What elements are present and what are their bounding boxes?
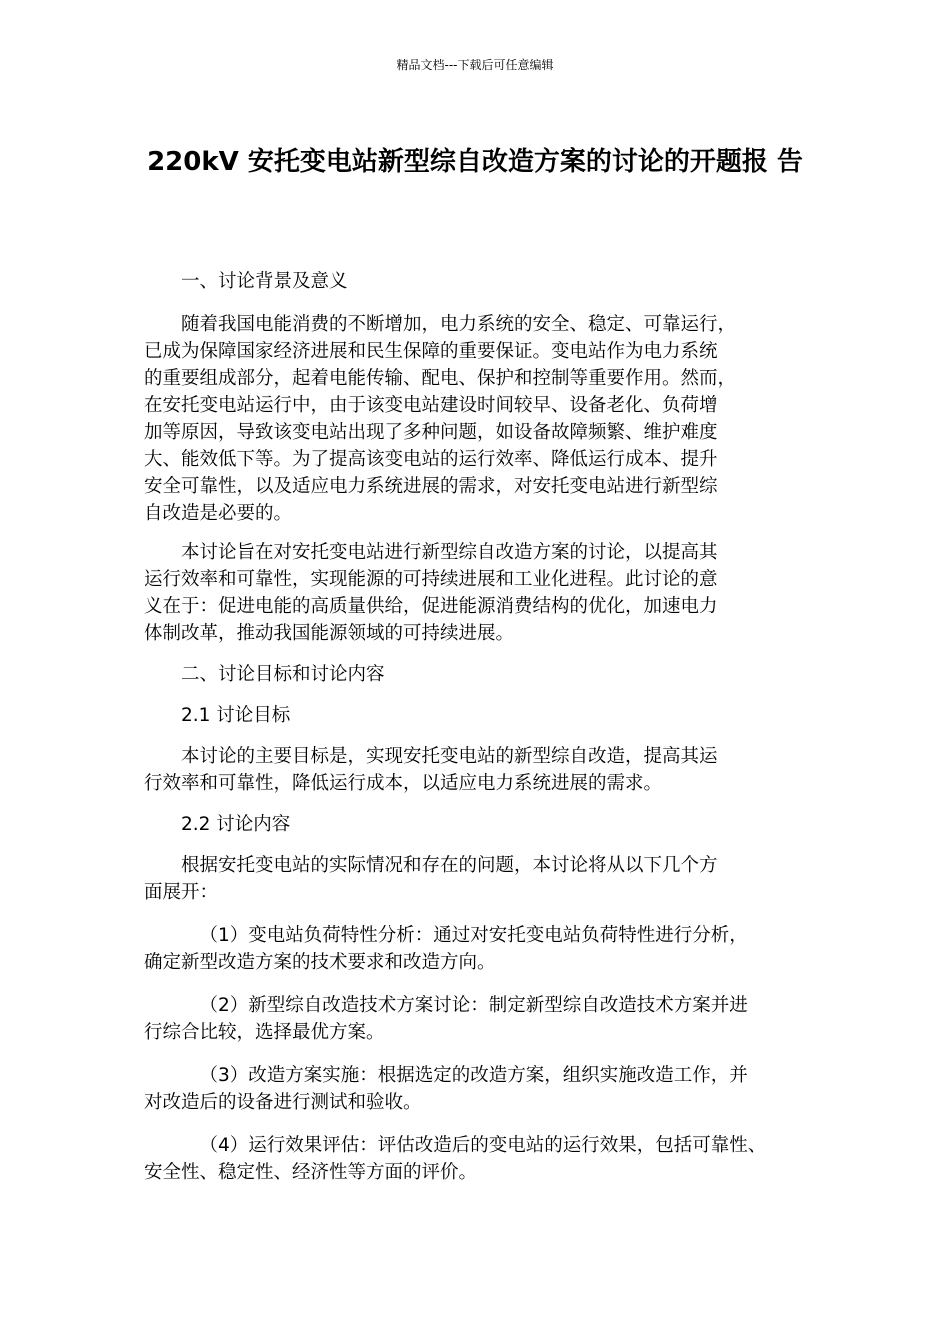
paragraph-line: 自改造是必要的。 [144, 503, 293, 524]
list-item-4 [144, 1132, 812, 1186]
paragraph-line: 本讨论的主要目标是，实现安托变电站的新型综自改造，提高其运 [181, 746, 718, 767]
paragraph-line: 已成为保障国家经济进展和民生保障的重要保证。变电站作为电力系统 [144, 341, 718, 362]
list-item-1 [144, 922, 812, 976]
paragraph-line: 随着我国电能消费的不断增加，电力系统的安全、稳定、可靠运行， [181, 314, 737, 335]
paragraph-line: 安全性、稳定性、经济性等方面的评价。 [144, 1162, 478, 1183]
paragraph-line: 本讨论旨在对安托变电站进行新型综自改造方案的讨论，以提高其 [181, 542, 718, 563]
paragraph-line: 义在于：促进电能的高质量供给，促进能源消费结构的优化，加速电力 [144, 596, 718, 617]
paragraph-line: 在安托变电站运行中，由于该变电站建设时间较早、设备老化、负荷增 [144, 395, 718, 416]
paragraph-line: 确定新型改造方案的技术要求和改造方向。 [144, 952, 496, 973]
document-title [120, 134, 830, 190]
title-line-1: 220kV 安托变电站新型综自改造方案的讨论的开题报 [147, 147, 768, 177]
paragraph-line: 大、能效低下等。为了提高该变电站的运行效率、降低运行成本、提升 [144, 449, 718, 470]
list-item-3 [144, 1062, 812, 1116]
section-1-paragraph-1 [144, 311, 812, 527]
paragraph-line: 行综合比较，选择最优方案。 [144, 1022, 385, 1043]
section-2-1-heading: 2.1 讨论目标 [181, 705, 291, 726]
paragraph-line: 对改造后的设备进行测试和验收。 [144, 1092, 422, 1113]
title-line-2: 告 [776, 147, 803, 177]
section-1-paragraph-2 [144, 539, 812, 647]
paragraph-line: 的重要组成部分，起着电能传输、配电、保护和控制等重要作用。然而， [144, 368, 737, 389]
paragraph-line: 安全可靠性，以及适应电力系统进展的需求，对安托变电站进行新型综 [144, 476, 718, 497]
paragraph-line: （3）改造方案实施：根据选定的改造方案，组织实施改造工作，并 [199, 1065, 748, 1086]
paragraph-line: 加等原因，导致该变电站出现了多种问题，如设备故障频繁、维护难度 [144, 422, 718, 443]
paragraph-line: （4）运行效果评估：评估改造后的变电站的运行效果，包括可靠性、 [199, 1135, 767, 1156]
section-2-1-paragraph [144, 743, 812, 797]
list-item-2 [144, 992, 812, 1046]
paragraph-line: （1）变电站负荷特性分析：通过对安托变电站负荷特性进行分析， [199, 925, 748, 946]
document-body [144, 268, 812, 1186]
page-header: 精品文档---下载后可任意编辑 [396, 58, 554, 72]
paragraph-line: 面展开： [144, 882, 219, 903]
section-2-heading: 二、讨论目标和讨论内容 [181, 664, 385, 685]
paragraph-line: （2）新型综自改造技术方案讨论：制定新型综自改造技术方案并进 [199, 995, 748, 1016]
paragraph-line: 运行效率和可靠性，实现能源的可持续进展和工业化进程。此讨论的意 [144, 569, 718, 590]
paragraph-line: 根据安托变电站的实际情况和存在的问题，本讨论将从以下几个方 [181, 855, 718, 876]
section-1-heading: 一、讨论背景及意义 [181, 271, 348, 292]
section-2-2-paragraph [144, 852, 812, 906]
paragraph-line: 行效率和可靠性，降低运行成本，以适应电力系统进展的需求。 [144, 773, 663, 794]
paragraph-line: 体制改革，推动我国能源领域的可持续进展。 [144, 623, 515, 644]
section-2-2-heading: 2.2 讨论内容 [181, 814, 291, 835]
